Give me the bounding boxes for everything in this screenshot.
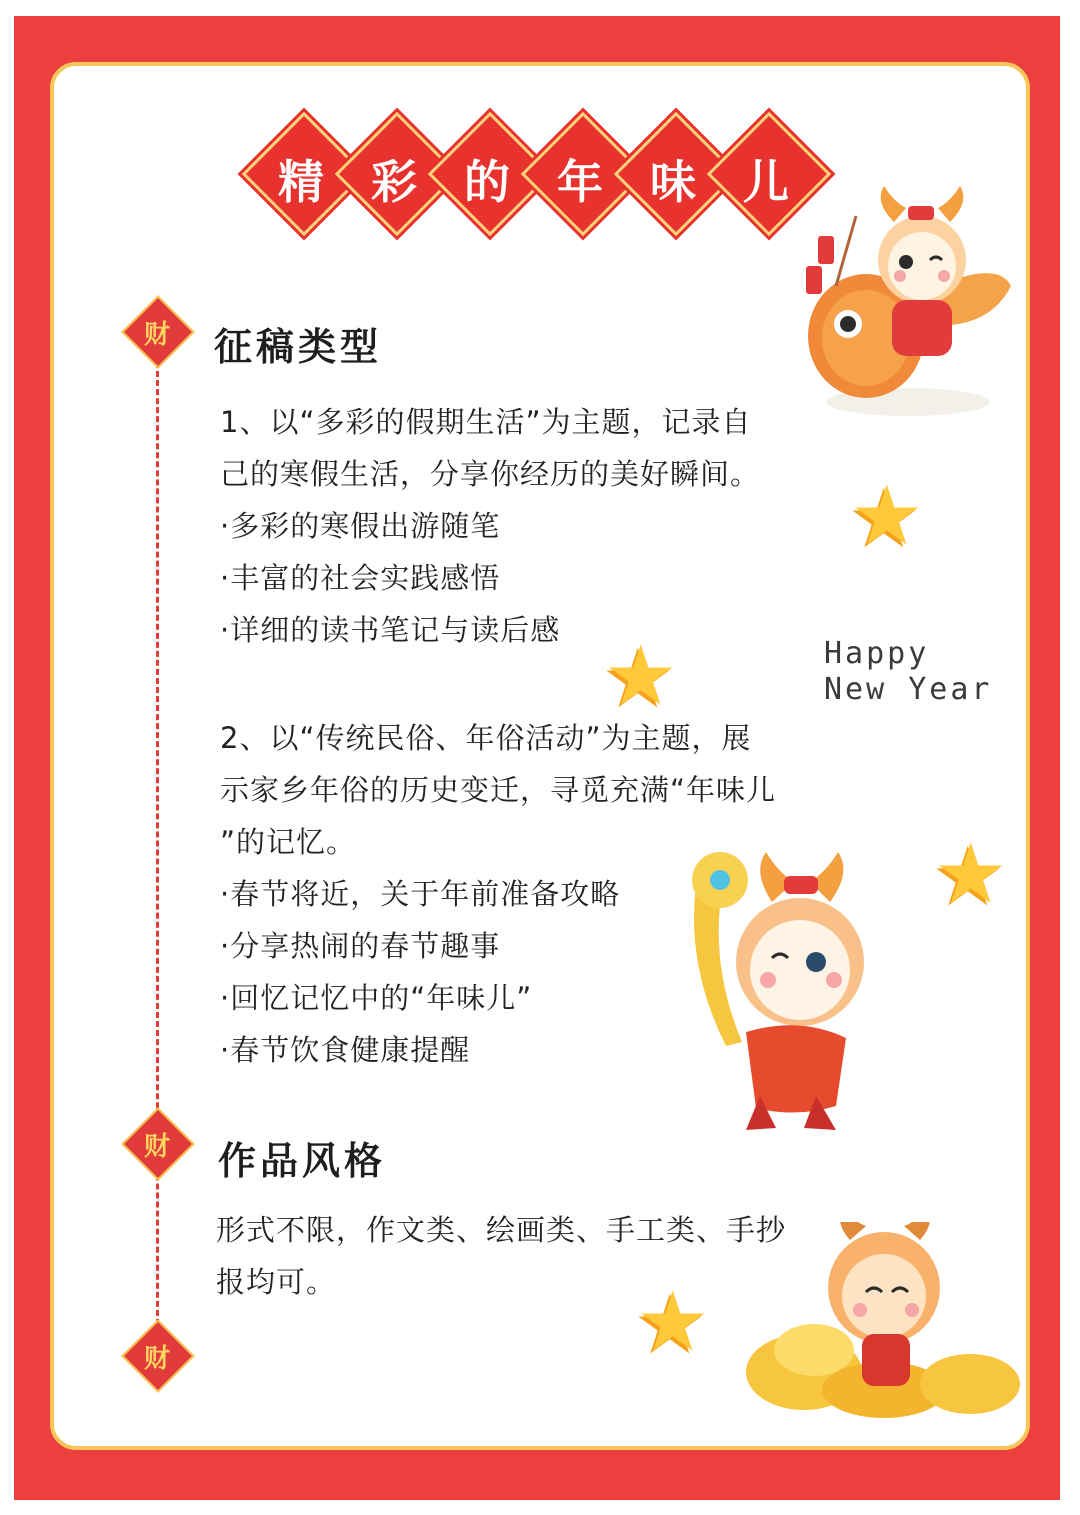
text-line: 示家乡年俗的历史变迁，寻觅充满“年味儿 xyxy=(220,773,777,807)
section-title-submission-types: 征稿类型 xyxy=(214,325,383,369)
bullet-line: ·详细的读书笔记与读后感 xyxy=(220,613,561,647)
title-char: 彩 xyxy=(371,155,417,209)
title-char: 味 xyxy=(650,155,696,209)
dragon-on-koi-illustration xyxy=(796,176,1020,426)
title-char: 的 xyxy=(464,155,510,209)
text-line: 己的寒假生活，分享你经历的美好瞬间。 xyxy=(220,457,761,491)
happy-line-1: Happy xyxy=(824,636,930,671)
cai-char: 财 xyxy=(143,1344,170,1374)
star-icon: ★ xyxy=(604,629,678,724)
text-line: 报均可。 xyxy=(216,1265,337,1299)
title-char: 精 xyxy=(278,155,324,209)
cai-char: 财 xyxy=(143,320,170,350)
bullet-line: ·分享热闹的春节趣事 xyxy=(220,929,501,963)
happy-line-2: New Year xyxy=(824,672,993,707)
bullet-line: ·回忆记忆中的“年味儿” xyxy=(220,981,533,1015)
poster-title xyxy=(248,118,818,230)
happy-new-year-text xyxy=(824,636,993,708)
dragon-with-gold-ingots-illustration xyxy=(744,1222,1024,1422)
text-line: 形式不限，作文类、绘画类、手工类、手抄 xyxy=(216,1213,787,1247)
star-icon: ★ xyxy=(934,827,1008,922)
cai-char: 财 xyxy=(143,1132,170,1162)
bullet-line: ·多彩的寒假出游随笔 xyxy=(220,509,501,543)
submission-item-1 xyxy=(220,396,760,656)
text-line: 2、以“传统民俗、年俗活动”为主题，展 xyxy=(220,721,752,755)
dragon-with-ruyi-illustration xyxy=(676,846,886,1136)
timeline-dashed-line xyxy=(156,362,159,1352)
bullet-line: ·春节饮食健康提醒 xyxy=(220,1033,471,1067)
text-line: 1、以“多彩的假期生活”为主题，记录自 xyxy=(220,405,752,439)
title-char: 年 xyxy=(557,155,603,209)
star-icon: ★ xyxy=(636,1275,710,1370)
section-title-work-style: 作品风格 xyxy=(218,1139,387,1183)
bullet-line: ·春节将近，关于年前准备攻略 xyxy=(220,877,621,911)
star-icon: ★ xyxy=(850,469,924,564)
text-line: ”的记忆。 xyxy=(220,825,357,859)
title-char: 儿 xyxy=(743,155,789,209)
bullet-line: ·丰富的社会实践感悟 xyxy=(220,561,501,595)
